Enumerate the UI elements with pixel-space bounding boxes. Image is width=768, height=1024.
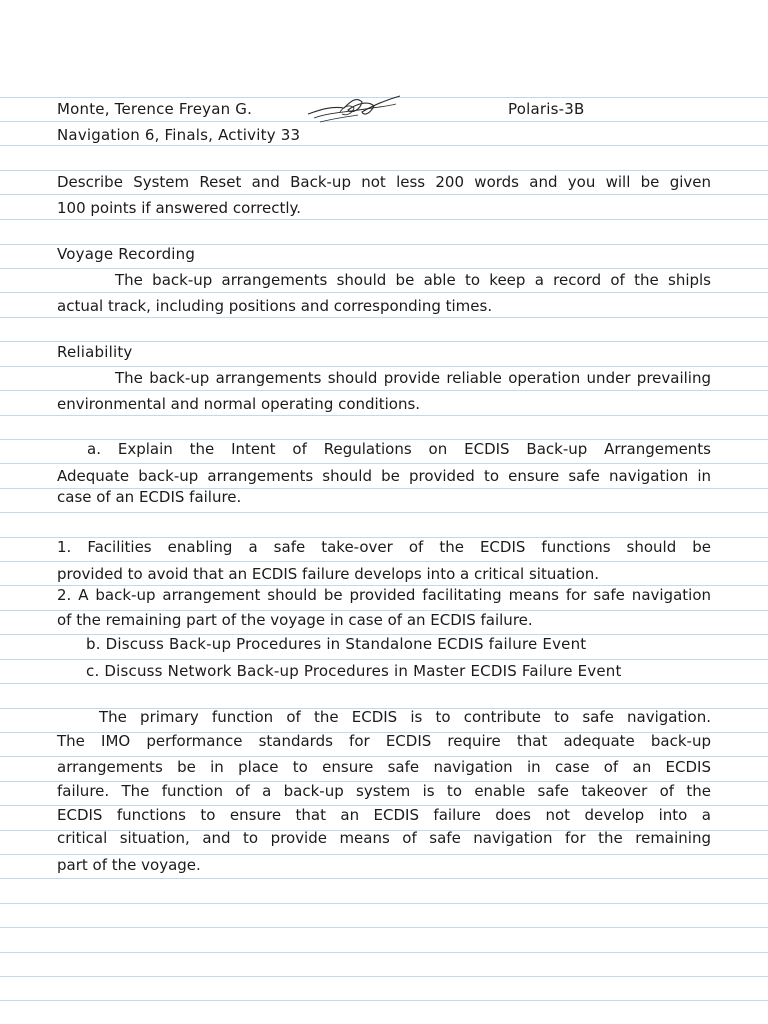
- item-b: b. Discuss Back-up Procedures in Standalone ECDIS failure Event: [86, 635, 587, 653]
- final-paragraph-line-1: The primary function of the ECDIS is to contribute to safe navigation.: [99, 708, 711, 726]
- ruled-line: [0, 341, 768, 342]
- final-paragraph-line-4: failure. The function of a back-up system is to enable safe takeover of the: [57, 782, 711, 800]
- voyage-recording-heading: Voyage Recording: [57, 245, 196, 263]
- item-c: c. Discuss Network Back-up Procedures in Master ECDIS Failure Event: [86, 662, 622, 680]
- reliability-heading: Reliability: [57, 343, 133, 361]
- instructions-line-1: Describe System Reset and Back-up not less 200 words and you will be given: [57, 173, 711, 191]
- numbered-1-line-1: 1. Facilities enabling a safe take-over of the ECDIS functions should be: [57, 538, 711, 556]
- ruled-line: [0, 268, 768, 269]
- student-name: Monte, Terence Freyan G.: [57, 100, 253, 118]
- item-a-line-2: Adequate back-up arrangements should be provided to ensure safe navigation in: [57, 467, 711, 485]
- ruled-line: [0, 317, 768, 318]
- item-a-heading: a. Explain the Intent of Regulations on ECDIS Back-up Arrangements: [87, 440, 711, 458]
- item-a-line-3: case of an ECDIS failure.: [57, 488, 242, 506]
- ruled-line: [0, 292, 768, 293]
- numbered-1-line-2: provided to avoid that an ECDIS failure develops into a critical situation.: [57, 565, 600, 583]
- ruled-line: [0, 561, 768, 562]
- ruled-line: [0, 415, 768, 416]
- numbered-2-line-1: 2. A back-up arrangement should be provided facilitating means for safe navigation: [57, 586, 711, 604]
- ruled-line: [0, 756, 768, 757]
- ruled-line: [0, 145, 768, 146]
- ruled-line: [0, 219, 768, 220]
- ruled-line: [0, 927, 768, 928]
- final-paragraph-line-5: ECDIS functions to ensure that an ECDIS failure does not develop into a: [57, 806, 711, 824]
- ruled-line: [0, 683, 768, 684]
- final-paragraph-line-7: part of the voyage.: [57, 856, 201, 874]
- ruled-line: [0, 854, 768, 855]
- signature-image: [300, 88, 410, 128]
- ruled-line: [0, 903, 768, 904]
- voyage-recording-line-2: actual track, including positions and corresponding times.: [57, 297, 493, 315]
- ruled-line: [0, 194, 768, 195]
- ruled-line: [0, 1000, 768, 1001]
- course-label: Navigation 6, Finals, Activity 33: [57, 126, 301, 144]
- reliability-line-1: The back-up arrangements should provide reliable operation under prevailing: [115, 369, 711, 387]
- ruled-line: [0, 390, 768, 391]
- final-paragraph-line-3: arrangements be in place to ensure safe navigation in case of an ECDIS: [57, 758, 711, 776]
- numbered-2-line-2: of the remaining part of the voyage in case of an ECDIS failure.: [57, 611, 533, 629]
- ruled-line: [0, 512, 768, 513]
- ruled-line: [0, 659, 768, 660]
- ruled-line: [0, 976, 768, 977]
- ruled-line: [0, 366, 768, 367]
- reliability-line-2: environmental and normal operating conditions.: [57, 395, 421, 413]
- ruled-line: [0, 952, 768, 953]
- ruled-line: [0, 878, 768, 879]
- section-label: Polaris-3B: [508, 100, 585, 118]
- final-paragraph-line-6: critical situation, and to provide means of safe navigation for the remaining: [57, 829, 711, 847]
- ruled-line: [0, 463, 768, 464]
- ruled-line: [0, 170, 768, 171]
- voyage-recording-line-1: The back-up arrangements should be able to keep a record of the shipls: [115, 271, 711, 289]
- instructions-line-2: 100 points if answered correctly.: [57, 199, 302, 217]
- final-paragraph-line-2: The IMO performance standards for ECDIS require that adequate back-up: [57, 732, 711, 750]
